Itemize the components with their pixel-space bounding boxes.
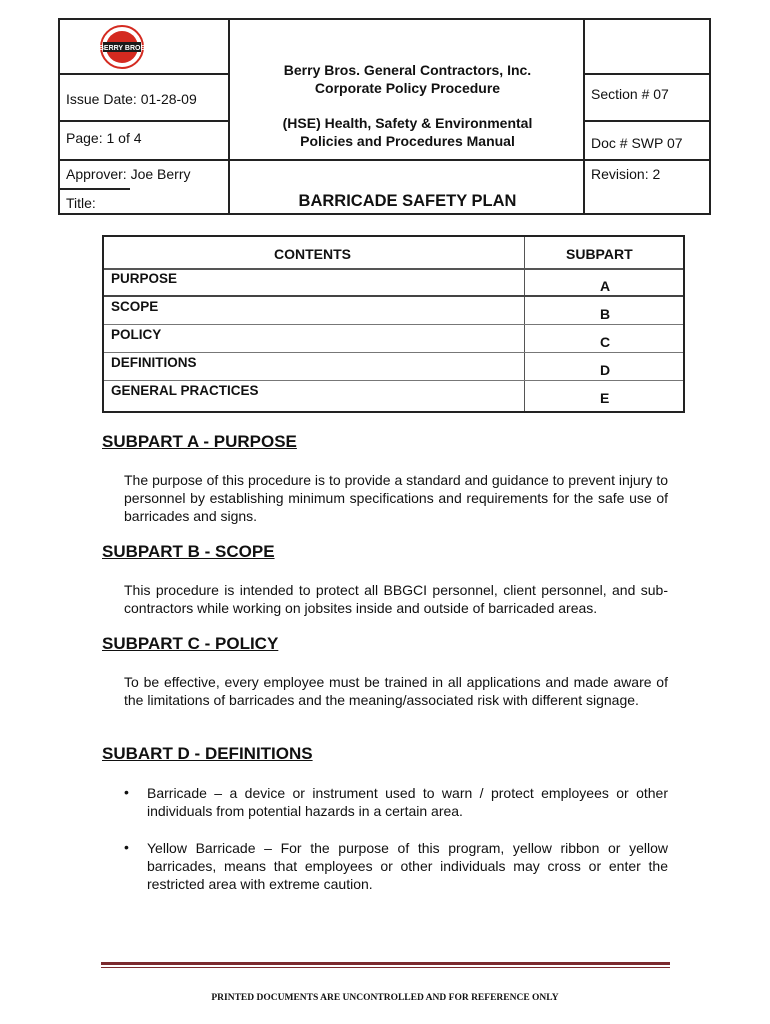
table-divider bbox=[104, 268, 683, 270]
issue-date: Issue Date: 01-28-09 bbox=[66, 91, 197, 107]
section-heading-policy: SUBPART C - POLICY bbox=[102, 634, 279, 653]
approver: Approver: Joe Berry bbox=[66, 166, 191, 182]
revision: Revision: 2 bbox=[591, 166, 661, 182]
footer-notice: PRINTED DOCUMENTS ARE UNCONTROLLED AND FOR REFERENCE ONLY bbox=[211, 993, 559, 1003]
header-divider bbox=[583, 120, 709, 122]
toc-item-scope: SCOPE bbox=[111, 299, 159, 314]
toc-letter: A bbox=[600, 278, 611, 294]
table-divider bbox=[104, 352, 683, 353]
header-divider bbox=[583, 73, 709, 75]
title-label: Title: bbox=[66, 195, 96, 211]
bullet-icon: • bbox=[124, 839, 129, 855]
doc-number: Doc # SWP 07 bbox=[591, 135, 683, 151]
company-logo bbox=[99, 24, 145, 70]
manual-name-line1: (HSE) Health, Safety & Environmental bbox=[282, 115, 533, 131]
subpart-header: SUBPART bbox=[566, 246, 633, 262]
contents-table bbox=[102, 235, 685, 413]
section-number: Section # 07 bbox=[591, 86, 669, 102]
section-heading-definitions: SUBART D - DEFINITIONS bbox=[102, 744, 313, 763]
toc-letter: C bbox=[600, 334, 611, 350]
document-header bbox=[58, 18, 711, 215]
section-heading-purpose: SUBPART A - PURPOSE bbox=[102, 432, 297, 451]
header-divider bbox=[60, 159, 709, 161]
policy-text: To be effective, every employee must be trained in all applications and made aware of the limitations of barricades and the meaning/associated risk with different signage. bbox=[124, 674, 668, 708]
manual-name-line2: Policies and Procedures Manual bbox=[300, 133, 515, 149]
toc-letter: E bbox=[600, 390, 610, 406]
header-divider bbox=[60, 188, 130, 190]
toc-item-policy: POLICY bbox=[111, 327, 162, 342]
toc-item-purpose: PURPOSE bbox=[111, 271, 178, 286]
definition-item: Barricade – a device or instrument used to warn / protect employees or other individuals from potential hazards in a certain area. bbox=[147, 785, 668, 819]
definition-item: Yellow Barricade – For the purpose of this program, yellow ribbon or yellow barricades, means that employees or other individuals may cross or enter the restricted area with extreme caution. bbox=[147, 840, 668, 892]
toc-item-general-practices: GENERAL PRACTICES bbox=[111, 383, 259, 398]
toc-item-definitions: DEFINITIONS bbox=[111, 355, 197, 370]
section-heading-scope: SUBPART B - SCOPE bbox=[102, 542, 275, 561]
table-divider bbox=[104, 324, 683, 325]
footer-rule bbox=[101, 962, 670, 965]
header-divider bbox=[60, 73, 228, 75]
policy-type: Corporate Policy Procedure bbox=[314, 80, 501, 96]
table-divider bbox=[104, 380, 683, 381]
toc-letter: D bbox=[600, 362, 611, 378]
table-divider bbox=[104, 295, 683, 297]
scope-text: This procedure is intended to protect all BBGCI personnel, client personnel, and sub-contractors while working on jobsites inside and outside of barricaded areas. bbox=[124, 582, 668, 616]
purpose-text: The purpose of this procedure is to provide a standard and guidance to prevent injury to personnel by establishing minimum specifications and requirements for the safe use of barricades and signs. bbox=[124, 472, 668, 524]
toc-letter: B bbox=[600, 306, 611, 322]
footer-rule bbox=[101, 967, 670, 968]
header-divider bbox=[60, 120, 228, 122]
contents-header: CONTENTS bbox=[274, 246, 351, 262]
page-number: Page: 1 of 4 bbox=[66, 130, 142, 146]
svg-text:BERRY BROS: BERRY BROS bbox=[99, 45, 145, 52]
company-name: Berry Bros. General Contractors, Inc. bbox=[283, 62, 532, 78]
document-title: BARRICADE SAFETY PLAN bbox=[298, 192, 517, 210]
bullet-icon: • bbox=[124, 784, 129, 800]
